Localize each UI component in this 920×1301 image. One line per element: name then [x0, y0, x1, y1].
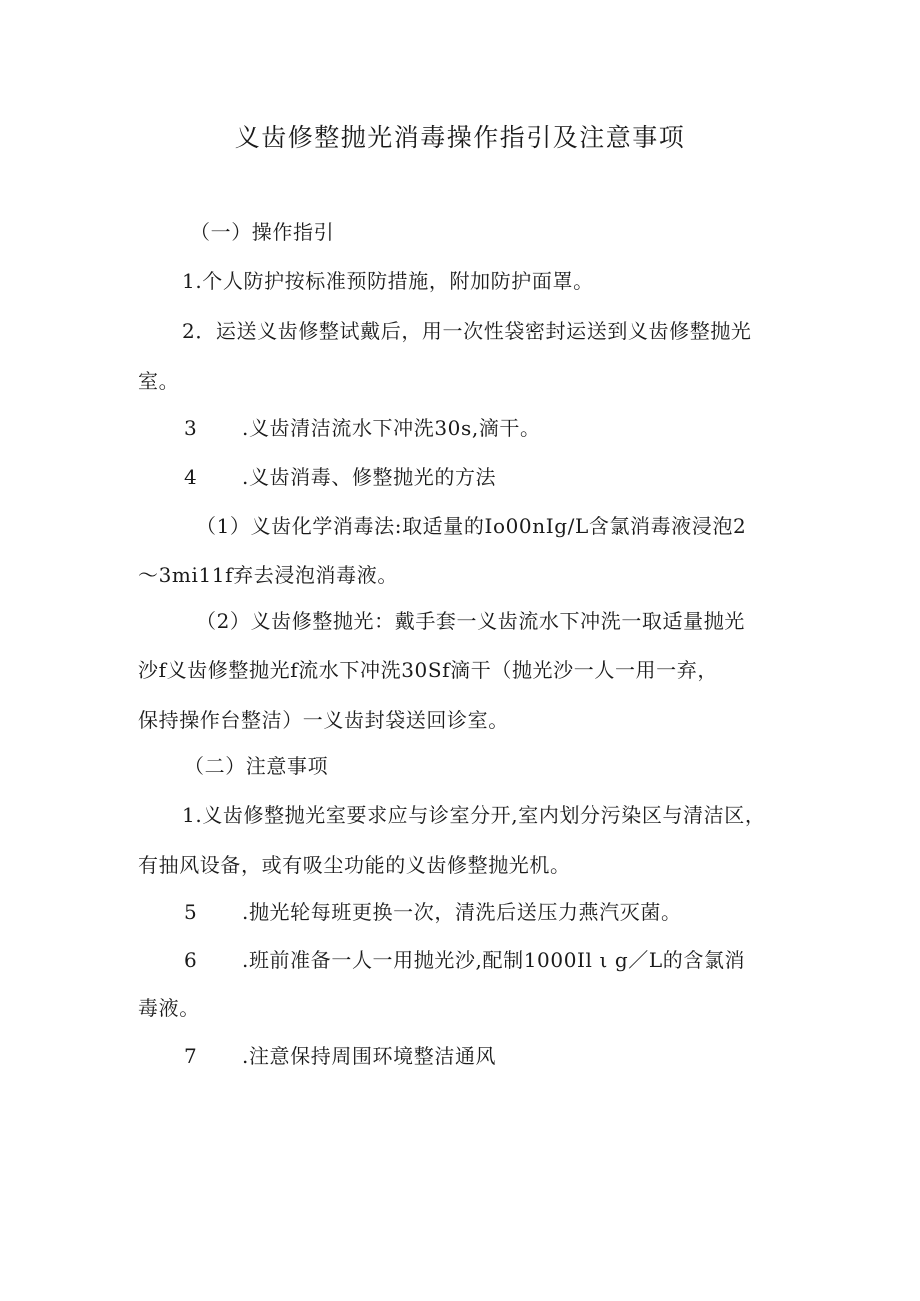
precaution-item-5 [184, 897, 682, 927]
operation-subitem-1-line-1: （1）义齿化学消毒法:取适量的Io00nIg/L含氯消毒液浸泡2 [196, 514, 747, 538]
item-text: .抛光轮每班更换一次，清洗后送压力燕汽灭菌。 [242, 900, 682, 924]
item-number: 6 [184, 948, 198, 972]
operation-item-1: 1.个人防护按标准预防措施，附加防护面罩。 [182, 269, 594, 293]
item-text: .义齿清洁流水下冲洗30s,滴干。 [242, 416, 541, 440]
page-title: 义齿修整抛光消毒操作指引及注意事项 [234, 123, 686, 152]
item-number: 4 [184, 465, 198, 489]
operation-subitem-1-line-2: 〜3mi11f弃去浸泡消毒液。 [138, 563, 398, 587]
operation-item-2-line-1: 2．运送义齿修整试戴后，用一次性袋密封运送到义齿修整抛光 [182, 319, 752, 343]
precaution-item-6-line-2: 毒液。 [138, 996, 200, 1020]
item-number: 3 [184, 416, 198, 440]
item-number: 7 [184, 1044, 198, 1068]
item-number: 5 [184, 900, 198, 924]
section-heading-operation: （一）操作指引 [190, 220, 335, 244]
operation-subitem-2-line-2: 沙f义齿修整抛光f流水下冲洗30Sf滴干（抛光沙一人一用一弃， [138, 658, 718, 682]
operation-item-3 [184, 413, 541, 443]
item-text: .班前准备一人一用抛光沙,配制1000Il ι g／L的含氯消 [242, 948, 746, 972]
operation-subitem-2-line-1: （2）义齿修整抛光：戴手套一义齿流水下冲洗一取适量抛光 [196, 609, 745, 633]
item-text: .注意保持周围环境整洁通风 [242, 1044, 497, 1068]
operation-item-4 [184, 462, 496, 492]
precaution-item-6-line-1 [184, 945, 745, 975]
section-heading-precautions: （二）注意事项 [184, 754, 329, 778]
operation-subitem-2-line-3: 保持操作台整洁）一义齿封袋送回诊室。 [138, 708, 509, 732]
precaution-item-1-line-1: 1.义齿修整抛光室要求应与诊室分开,室内划分污染区与清洁区， [182, 803, 766, 827]
precaution-item-7 [184, 1041, 496, 1071]
item-text: .义齿消毒、修整抛光的方法 [242, 465, 497, 489]
precaution-item-1-line-2: 有抽风设备，或有吸尘功能的义齿修整抛光机。 [138, 853, 571, 877]
operation-item-2-line-2: 室。 [138, 369, 180, 393]
